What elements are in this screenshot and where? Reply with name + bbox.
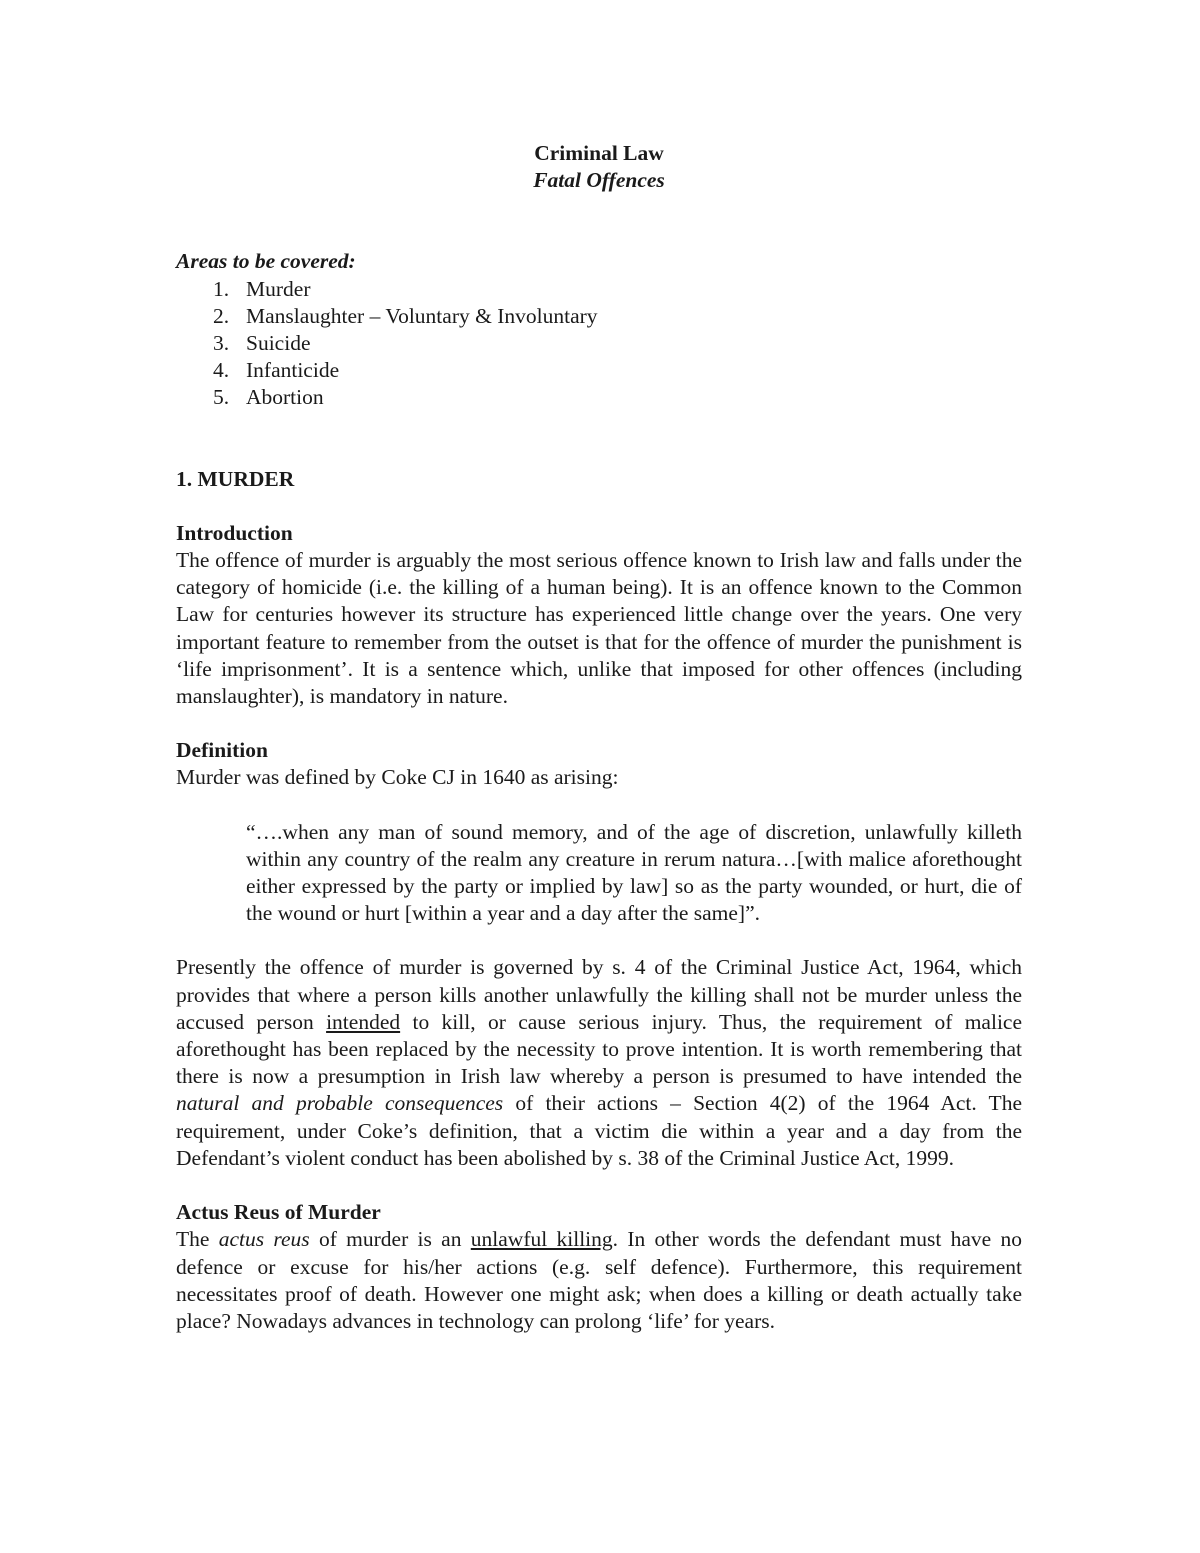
natural-consequences-italic: natural and probable consequences (176, 1091, 504, 1116)
actus-text-2: of murder is an (309, 1227, 471, 1252)
list-label: Abortion (246, 385, 324, 410)
actus-text-1: The (176, 1227, 219, 1252)
list-item (176, 357, 1022, 384)
document-subtitle: Fatal Offences (533, 168, 665, 193)
definition-paragraph (176, 954, 1022, 1172)
section-heading-murder: 1. MURDER (176, 466, 295, 491)
list-number: 3. (213, 331, 230, 356)
introduction-paragraph: The offence of murder is arguably the most serious offence known to Irish law and falls under the category of homicide (i.e. the killing of a human being). It is an offence known to the Common Law for centuries however its structure has experienced little change over the years. One very important feature to remember from the outset is that for the offence of murder the punishment is ‘life imprisonment’. It is a sentence which, unlike that imposed for other offences (including manslaughter), is mandatory in nature. (176, 548, 1022, 709)
list-label: Infanticide (246, 358, 340, 383)
definition-text-2: to kill, or cause serious injury. Thus, the requirement of malice aforethought has been replaced by the necessity to prove intention. It is worth remembering that there is now a presumption in Irish law whereby a person is presumed to have intended the (176, 1009, 1023, 1089)
actus-reus-paragraph (176, 1226, 1022, 1335)
list-item (176, 384, 1022, 411)
list-number: 1. (213, 276, 230, 301)
areas-list (176, 276, 1022, 412)
document-title: Criminal Law (534, 141, 664, 165)
list-number: 5. (213, 385, 230, 410)
definition-text-3: of their actions – Section 4(2) of the 1964 Act. The requirement, under Coke’s definition, that a victim die within a year and a day from the Defendant’s violent conduct has been abolished by s. 38 of the Criminal Justice Act, 1999. (176, 1091, 1022, 1170)
document-page (176, 140, 1022, 1335)
list-number: 2. (213, 303, 230, 328)
list-number: 4. (213, 358, 230, 383)
introduction-heading: Introduction (176, 520, 293, 545)
unlawful-killing-underline: unlawful killing (470, 1227, 613, 1252)
actus-text-3: . In other words the defendant must have no defence or excuse for his/her actions (e.g. self defence). Furthermore, this requirement necessitates proof of death. However one might ask; when does a killing or death actually take place? Nowadays advances in technology can prolong ‘life’ for years. (176, 1227, 1022, 1333)
list-label: Manslaughter – Voluntary & Involuntary (246, 303, 598, 328)
list-item (176, 303, 1022, 330)
actus-reus-italic: actus reus (218, 1227, 310, 1252)
areas-heading: Areas to be covered: (176, 249, 356, 274)
list-label: Suicide (246, 331, 311, 356)
list-item (176, 330, 1022, 357)
intended-underline: intended (326, 1009, 401, 1034)
coke-quote: “….when any man of sound memory, and of the age of discretion, unlawfully killeth within any country of the realm any creature in rerum natura…[with malice aforethought either expressed by the party or implied by law] so as the party wounded, or hurt, die of the wound or hurt [within a year and a day after the same]”. (246, 819, 1022, 926)
definition-heading: Definition (176, 738, 268, 763)
list-item (176, 276, 1022, 303)
definition-text-1: Presently the offence of murder is governed by s. 4 of the Criminal Justice Act, 1964, which provides that where a person kills another unlawfully the killing shall not be murder unless the accused person (176, 955, 1022, 1034)
definition-lead: Murder was defined by Coke CJ in 1640 as arising: (176, 765, 619, 790)
actus-reus-heading: Actus Reus of Murder (176, 1200, 381, 1225)
list-label: Murder (246, 276, 311, 301)
